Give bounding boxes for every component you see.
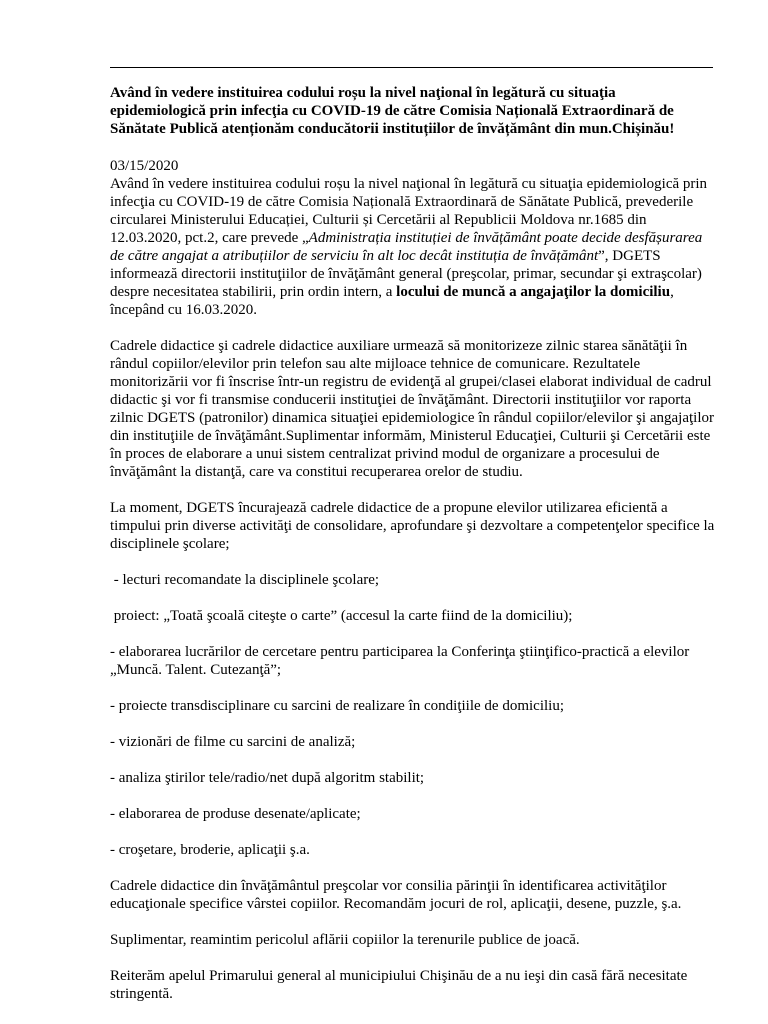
document-title: Având în vedere instituirea codului roșu la nivel naţional în legătură cu situaţia epidemiologică prin infecţia cu COVID-19 de către Comisia Națională Extraordinară de Sănătate Publică atenționăm conducătorii instituțiilor de învățământ din mun.Chișinău! [110, 85, 675, 137]
list-item: - analiza ştirilor tele/radio/net după algoritm stabilit; [110, 770, 425, 786]
document-body [110, 84, 715, 1003]
list-item: - proiecte transdisciplinare cu sarcini de realizare în condiţiile de domiciliu; [110, 698, 564, 714]
mayor-appeal-paragraph: Reiterăm apelul Primarului general al municipiului Chişinău de a nu ieşi din casă fără necesitate stringentă. [110, 968, 688, 1002]
list-item: - croşetare, broderie, aplicaţii ş.a. [110, 842, 310, 858]
encouragement-paragraph: La moment, DGETS încurajează cadrele didactice de a propune elevilor utilizarea eficientă a timpului prin diverse activităţi de consolidare, aprofundare şi dezvoltare a competenţelor specifice la disciplinele şcolare; [110, 500, 715, 552]
intro-paragraph [110, 175, 715, 319]
list-item: - vizionări de filme cu sarcini de analiză; [110, 734, 356, 750]
intro-quote: Administrația instituției de învățământ poate decide desfășurarea de către angajat a atribuțiilor de serviciu în alt loc decât instituția de învățământ [110, 230, 703, 264]
header-rule [110, 67, 713, 68]
intro-text-3: , începând cu 16.03.2020. [110, 284, 674, 318]
intro-text-1: Având în vedere instituirea codului roșu la nivel naţional în legătură cu situaţia epidemiologică prin infecţia cu COVID-19 de către Comisia Națională Extraordinară de Sănătate Publică, prevederile circularei Ministerului Educației, Culturii și Cercetării al Republicii Moldova nr.1685 din 12.03.2020, pct.2, care prevede „ [110, 176, 708, 246]
list-item: - lecturi recomandate la disciplinele şcolare; [110, 572, 380, 588]
intro-text-2: ”, DGETS informează directorii instituţiilor de învăţământ general (preşcolar, primar, secundar şi extraşcolar) despre necesitatea stabilirii, prin ordin intern, a [110, 248, 702, 300]
list-item: proiect: „Toată şcoală citeşte o carte” (accesul la carte fiind de la domiciliu); [110, 608, 573, 624]
playground-paragraph: Suplimentar, reamintim pericolul aflării copiilor la terenurile publice de joacă. [110, 932, 580, 948]
monitoring-paragraph: Cadrele didactice şi cadrele didactice auxiliare urmează să monitorizeze zilnic starea sănătăţii în rândul copiilor/elevilor prin telefon sau alte mijloace tehnice de comunicare. Rezultatele monitorizării vor fi înscrise într-un registru de evidenţă al grupei/clasei elaborat individual de cadrul didactic şi vor fi transmise conducerii instituţiei de învăţământ. Directorii instituţiilor vor raporta zilnic DGETS (patronilor) dinamica situaţiei epidemiologice în rândul copiilor/elevilor şi angajaţilor din instituţiile de învăţământ.Suplimentar informăm, Ministerul Educaţiei, Culturii şi Cercetării este în proces de elaborare a unui sistem centralizat privind modul de organizare a procesului de învăţământ la distanţă, care va constitui recuperarea orelor de studiu. [110, 338, 714, 480]
document-date: 03/15/2020 [110, 158, 179, 174]
preschool-paragraph: Cadrele didactice din învăţământul preşcolar vor consilia părinţii în identificarea activităţilor educaţionale specifice vârstei copiilor. Recomandăm jocuri de rol, aplicaţii, desene, puzzle, ş.a. [110, 878, 682, 912]
list-item: - elaborarea de produse desenate/aplicate; [110, 806, 361, 822]
list-item: - elaborarea lucrărilor de cercetare pentru participarea la Conferinţa ştiinţifico-practică a elevilor „Muncă. Talent. Cutezanţă”; [110, 644, 690, 678]
intro-bold: locului de muncă a angajaţilor la domiciliu [396, 284, 671, 300]
